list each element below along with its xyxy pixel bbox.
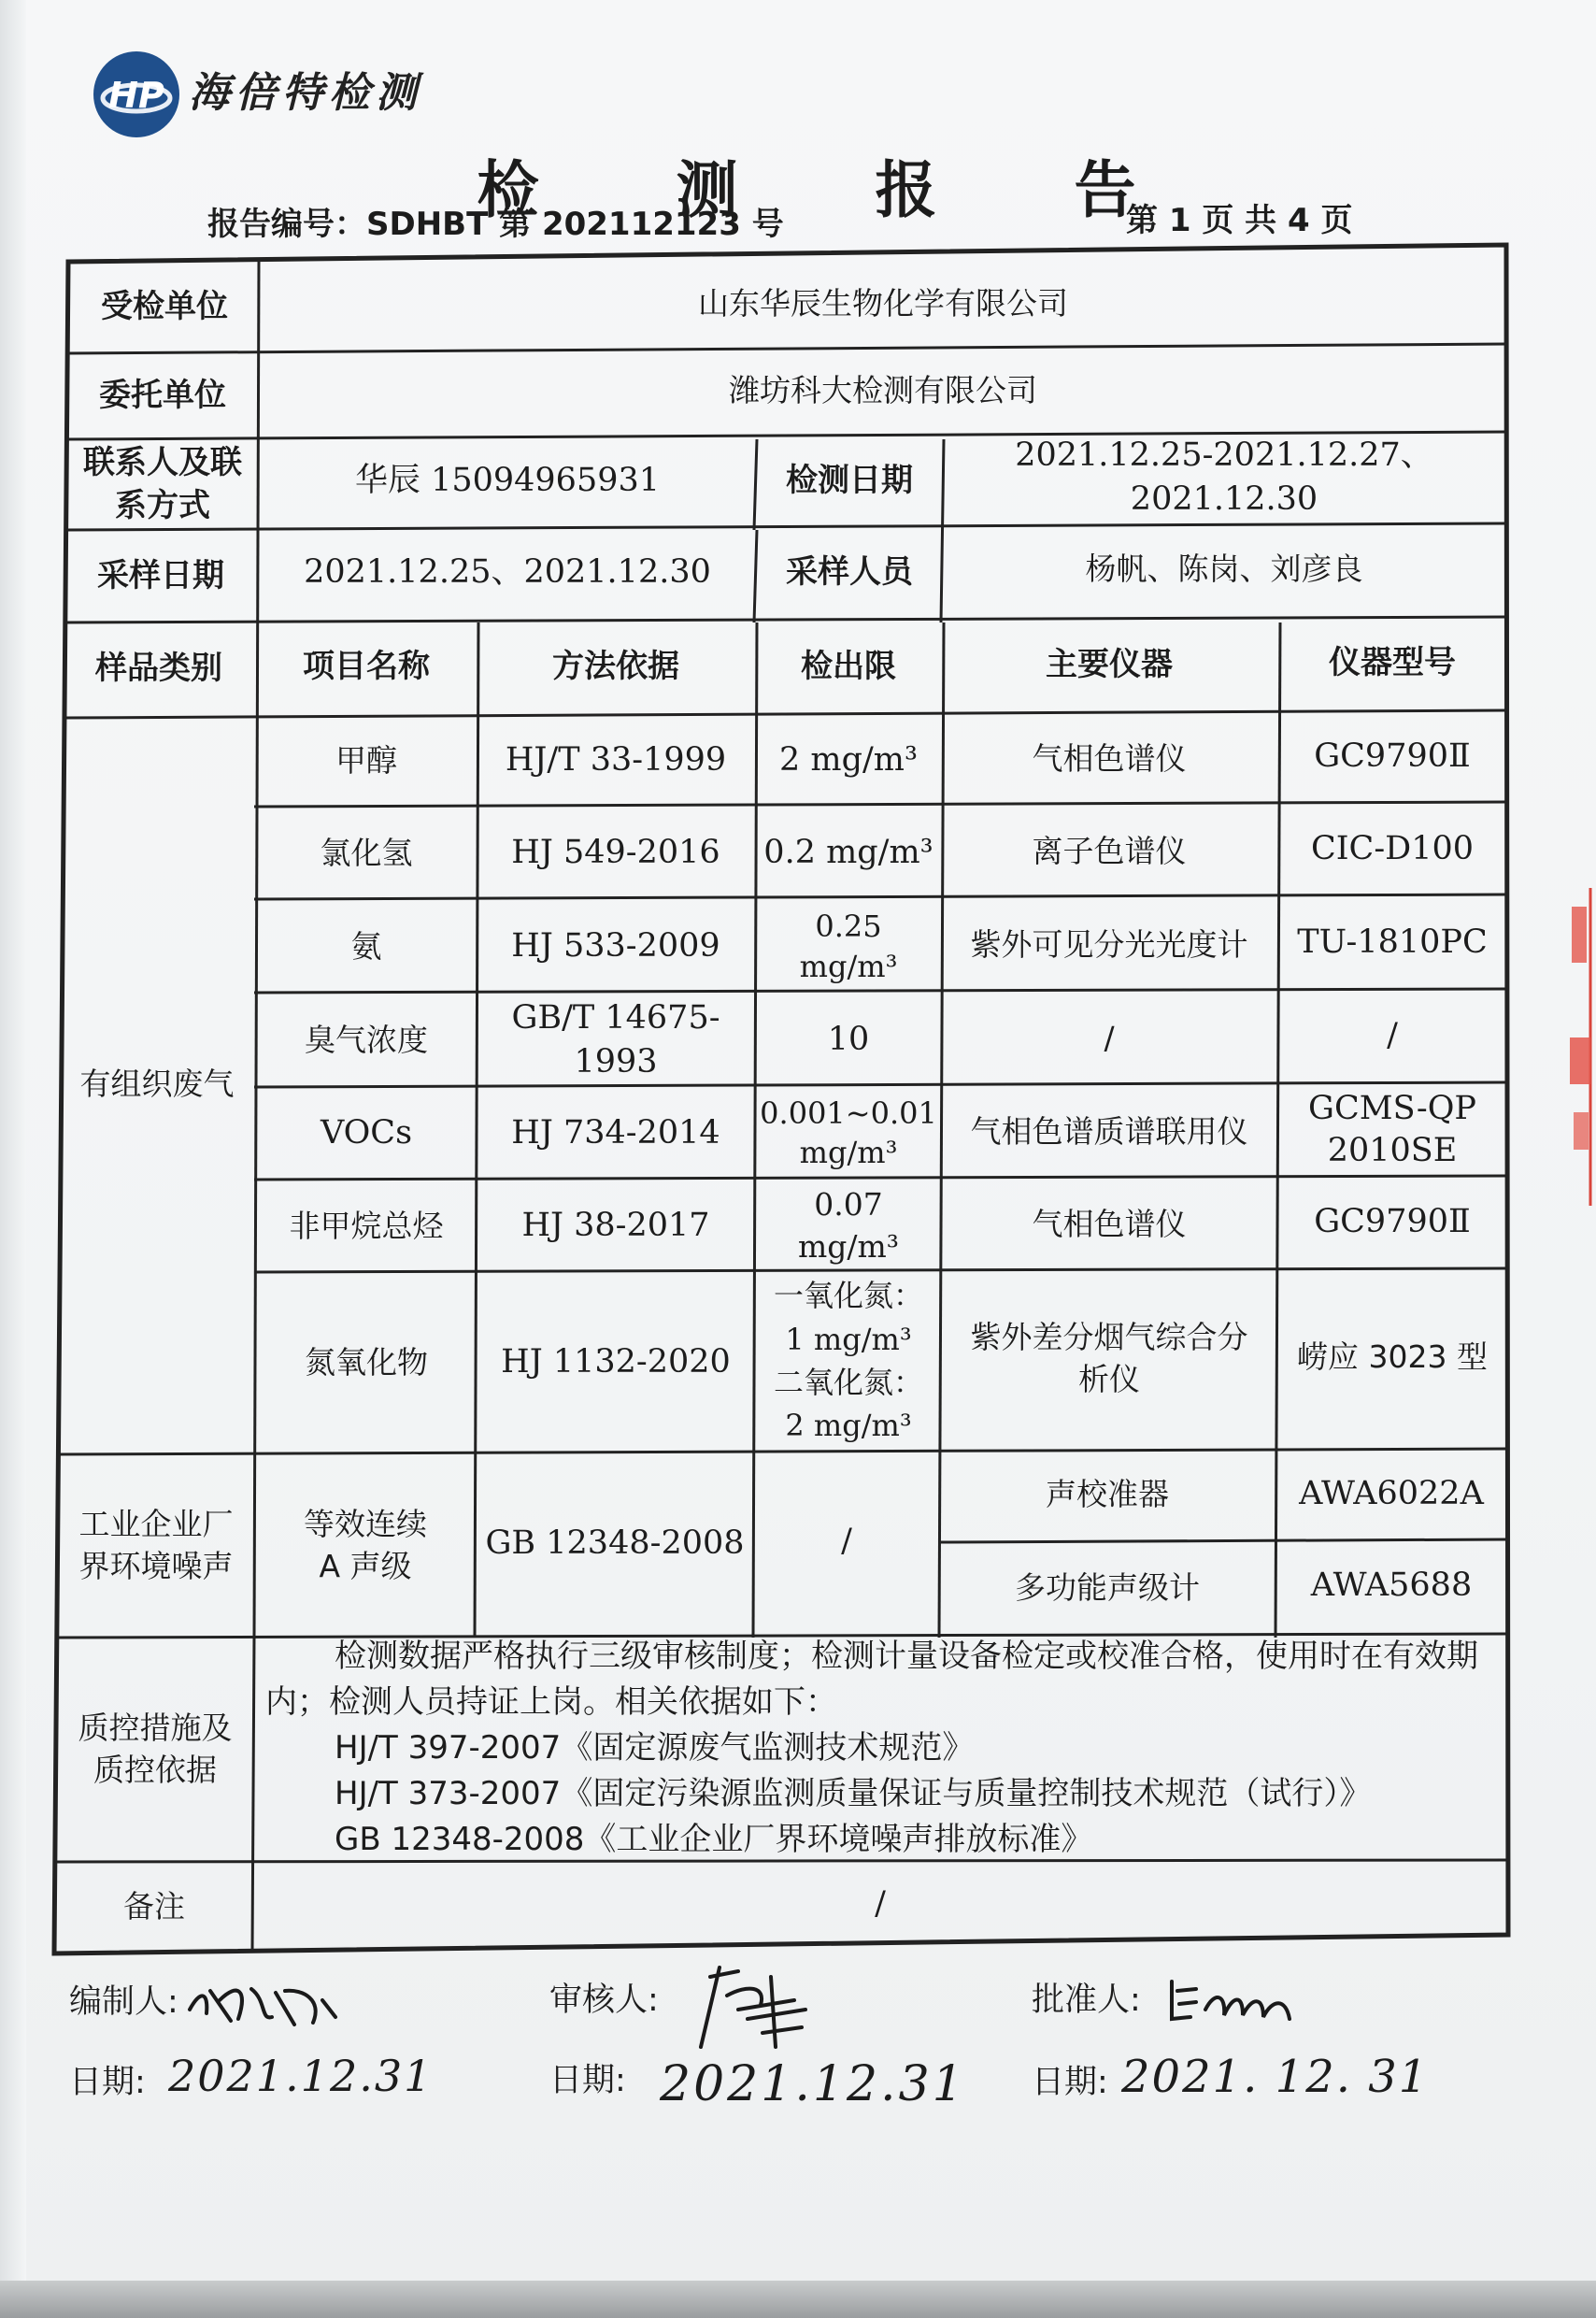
- category-noise: [60, 1454, 252, 1638]
- svg-text:HP: HP: [108, 75, 164, 116]
- inspected-unit-value: 山东华辰生物化学有限公司: [698, 284, 1068, 322]
- gas-item-limit: [757, 1271, 940, 1451]
- editor-date-label: 日期:: [69, 2064, 146, 2101]
- noise-limit: /: [841, 1523, 852, 1561]
- page-indicator: 第 1 页 共 4 页: [1126, 202, 1353, 239]
- qc-reference: HJ/T 397-2007《固定源废气监测技术规范》: [335, 1729, 975, 1767]
- client-unit-label: 委托单位: [99, 377, 226, 415]
- sampler-label: 采样人员: [786, 553, 913, 592]
- client-unit-value: 潍坊科大检测有限公司: [729, 371, 1037, 408]
- remark-label: 备注: [123, 1887, 185, 1925]
- company-logo: [93, 51, 486, 140]
- header-model: 仪器型号: [1329, 644, 1456, 682]
- gas-item-model: /: [1387, 1017, 1398, 1055]
- gas-item-limit: [757, 1088, 940, 1180]
- gas-item-instrument: 气相色谱仪: [1032, 1205, 1187, 1242]
- gas-item-model: GC9790Ⅱ: [1314, 1203, 1471, 1241]
- gas-item-method: HJ/T 33-1999: [505, 741, 727, 780]
- qc-content: [265, 1634, 1499, 1863]
- sampling-date-label: 采样日期: [97, 557, 224, 595]
- approver-date: 2021. 12. 31: [1121, 2051, 1430, 2103]
- gas-item-limit: 0.25 mg/m³: [799, 908, 898, 984]
- qc-reference: GB 12348-2008《工业企业厂界环境噪声排放标准》: [335, 1821, 1093, 1858]
- gas-item-method: HJ 1132-2020: [501, 1343, 731, 1381]
- limit-line: 二氧化氮：: [773, 1365, 923, 1400]
- limit-line: 2 mg/m³: [785, 1408, 912, 1444]
- gas-item-name: 氨: [350, 927, 382, 965]
- header-limit: 检出限: [801, 648, 896, 686]
- noise-name-line2: A 声级: [319, 1548, 412, 1584]
- gas-item-model: GC9790Ⅱ: [1314, 737, 1471, 776]
- approver-signature: [1159, 1963, 1308, 2038]
- noise-method: GB 12348-2008: [485, 1524, 745, 1563]
- sampling-date-value: 2021.12.25、2021.12.30: [304, 553, 711, 592]
- gas-item-method: HJ 549-2016: [511, 834, 720, 872]
- noise-model-b: AWA5688: [1310, 1567, 1473, 1605]
- header-instrument: 主要仪器: [1046, 646, 1173, 684]
- gas-item-instrument: 离子色谱仪: [1032, 832, 1187, 869]
- editor-signature: [182, 1972, 341, 2038]
- approver-date-label: 日期:: [1032, 2064, 1108, 2101]
- category-noise-line2: 界环境噪声: [78, 1548, 234, 1584]
- limit-line: 一氧化氮：: [773, 1278, 923, 1314]
- gas-item-method: HJ 533-2009: [511, 927, 720, 966]
- inspected-unit-label: 受检单位: [101, 288, 228, 326]
- instrument-line: 紫外差分烟气综合分: [970, 1319, 1248, 1356]
- contact-label: [69, 439, 256, 530]
- gas-item-instrument: 紫外可见分光光度计: [970, 925, 1248, 963]
- contact-label-line2: 系方式: [115, 486, 210, 524]
- noise-instrument-b: 多功能声级计: [1015, 1568, 1200, 1606]
- limit-line: 0.001~0.01: [760, 1095, 937, 1132]
- noise-item-name: [256, 1454, 475, 1638]
- editor-date: 2021.12.31: [168, 2051, 434, 2101]
- gas-item-name: 氯化氢: [320, 834, 413, 871]
- approver-label: 批准人:: [1032, 1982, 1141, 2019]
- gas-item-limit: 2 mg/m³: [779, 741, 918, 780]
- reviewer-signature: [682, 1958, 822, 2052]
- gas-item-method: GB/T 14675-1993: [511, 998, 720, 1080]
- qc-reference: HJ/T 373-2007《固定污染源监测质量保证与质量控制技术规范（试行）》: [335, 1775, 1372, 1812]
- red-stamp-fragment: [1562, 888, 1596, 1206]
- gas-item-method: HJ 38-2017: [521, 1207, 710, 1245]
- gas-item-instrument: /: [1104, 1019, 1115, 1056]
- test-date-value: 2021.12.25-2021.12.27、2021.12.30: [1015, 436, 1433, 518]
- gas-item-name: 非甲烷总烃: [289, 1207, 444, 1244]
- page-bottom-edge: [0, 2281, 1596, 2318]
- qc-label-line1: 质控措施及: [78, 1710, 233, 1747]
- limit-line: 1 mg/m³: [785, 1321, 912, 1357]
- instrument-line: 析仪: [1078, 1361, 1140, 1397]
- header-category: 样品类别: [95, 650, 222, 688]
- header-item-name: 项目名称: [303, 648, 430, 686]
- reviewer-date: 2021.12.31: [660, 2056, 966, 2112]
- gas-item-limit: 0.2 mg/m³: [763, 834, 933, 872]
- gas-item-instrument: 气相色谱仪: [1032, 739, 1187, 777]
- gas-item-limit: 10: [827, 1021, 870, 1059]
- gas-item-model: TU-1810PC: [1297, 923, 1488, 962]
- noise-model-a: AWA6022A: [1299, 1475, 1484, 1513]
- gas-item-name: VOCs: [320, 1114, 413, 1152]
- report-number: 报告编号：SDHBT 第 202112123 号: [207, 206, 784, 243]
- contact-label-line1: 联系人及联: [83, 443, 242, 481]
- report-title: 检 测 报 告: [477, 154, 1194, 226]
- editor-label: 编制人:: [69, 1983, 178, 2021]
- contact-value: 华辰 15094965931: [354, 462, 661, 500]
- test-date-label: 检测日期: [786, 462, 913, 500]
- gas-item-model: [1278, 1084, 1506, 1176]
- qc-label-line2: 质控依据: [93, 1752, 217, 1788]
- company-name: 海倍特检测: [189, 69, 422, 117]
- category-noise-line1: 工业企业厂: [78, 1506, 234, 1543]
- gas-item-name: 氮氧化物: [305, 1343, 428, 1381]
- reviewer-date-label: 日期:: [549, 2062, 626, 2099]
- remark-value: /: [875, 1885, 886, 1924]
- noise-name-line1: 等效连续: [304, 1506, 427, 1543]
- gas-item-model: 崂应 3023 型: [1297, 1338, 1488, 1375]
- sampler-value: 杨帆、陈岗、刘彦良: [1085, 550, 1363, 587]
- gas-item-name: 甲醇: [335, 741, 397, 779]
- gas-item-name: 臭气浓度: [305, 1021, 428, 1058]
- gas-item-model: CIC-D100: [1310, 830, 1475, 868]
- limit-line: mg/m³: [799, 1135, 898, 1170]
- noise-instrument-a: 声校准器: [1046, 1475, 1169, 1512]
- qc-paragraph: 检测数据严格执行三级审核制度；检测计量设备检定或校准合格，使用时在有效期内；检测人员持证上岗。相关依据如下：: [265, 1638, 1478, 1721]
- hbt-logo-icon: [93, 51, 179, 137]
- header-method: 方法依据: [552, 648, 679, 686]
- gas-item-instrument: 气相色谱质谱联用仪: [970, 1112, 1248, 1150]
- reviewer-label: 审核人:: [549, 1982, 659, 2019]
- gas-item-limit: 0.07 mg/m³: [797, 1186, 900, 1265]
- gas-item-instrument: [942, 1269, 1276, 1449]
- qc-label: [58, 1638, 252, 1862]
- model-line: 2010SE: [1327, 1132, 1458, 1169]
- gas-item-method: HJ 734-2014: [511, 1114, 720, 1152]
- page-shadow: [0, 0, 26, 2318]
- model-line: GCMS-QP: [1308, 1089, 1476, 1127]
- category-gas: 有组织废气: [79, 1065, 235, 1102]
